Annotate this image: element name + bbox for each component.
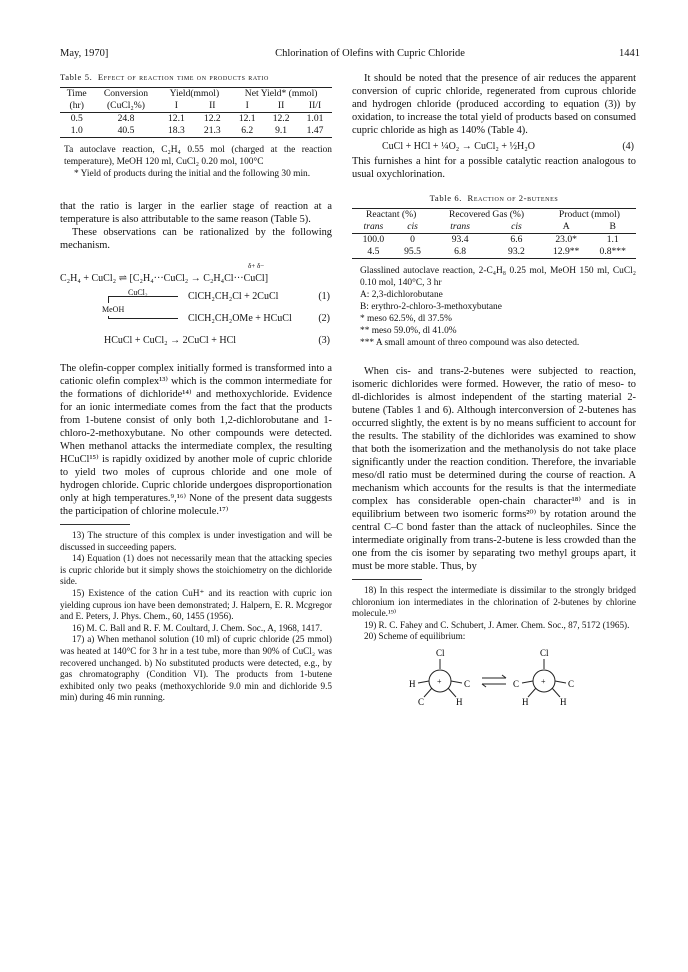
t5-head-time: Time bbox=[66, 88, 87, 99]
svg-text:C: C bbox=[464, 678, 471, 689]
paragraph: that the ratio is larger in the earlier stage of reaction at a temperature is also attributable to the same reason (Table 5). bbox=[60, 201, 332, 225]
t5-head-yield: Yield(mmol) bbox=[169, 88, 220, 99]
t5-head-net-yield: Net Yield* (mmol) bbox=[244, 88, 318, 99]
right-column bbox=[352, 72, 636, 713]
footnotes-left bbox=[60, 530, 332, 704]
svg-text:Cl: Cl bbox=[540, 647, 549, 658]
footnote: 14) Equation (1) does not necessarily mean that the attacking species is cupric chloride but it simply shows the stoichiometry on the dichloride side. bbox=[60, 553, 332, 587]
table6-caption: Table 6. Reaction of 2-butenes bbox=[429, 193, 559, 203]
svg-text:H: H bbox=[522, 696, 529, 707]
page-header bbox=[60, 47, 640, 61]
paragraph: This furnishes a hint for a possible catalytic reaction analogous to usual oxychlorination. bbox=[352, 156, 636, 180]
table5-note: Ta autoclave reaction, C₂H₄ 0.55 mol (charged at the reaction temperature), MeOH 120 ml, CuCl₂ 0.20 mol, 100°C bbox=[64, 145, 332, 167]
t6-head-reactant: Reactant (%) bbox=[365, 209, 417, 220]
equation-4: CuCl + HCl + ¼O₂ → CuCl₂ + ½H₂O (4) bbox=[382, 141, 634, 152]
svg-text:H: H bbox=[456, 696, 463, 707]
t6-head-product: Product (mmol) bbox=[558, 209, 620, 220]
left-column bbox=[60, 72, 332, 704]
table5: Time Conversion Yield(mmol) Net Yield* (mmol) (hr) (CuCl₂%) I II I II II/I 0.5 24.8 12.1 12.2 12.1 12.2 1.01 1.0 40.5 18.3 21.3 6.2 9.1 1.47 bbox=[60, 87, 332, 138]
equilibrium-scheme-diagram bbox=[352, 647, 636, 713]
footnote: 20) Scheme of equilibrium: bbox=[364, 631, 466, 642]
paragraph: It should be noted that the presence of air reduces the apparent conversion of cupric chloride, regenerated from cuprous chloride and hydrogen chloride (produced according to equation (3)) by oxidation, to increase the total yield of products based on consumed cupric chloride as high as 140% (Table 4). bbox=[352, 73, 636, 136]
t5-head-conversion: Conversion bbox=[103, 88, 149, 99]
svg-text:C: C bbox=[568, 678, 575, 689]
equilibrium-arrows bbox=[482, 675, 506, 687]
newman-projection-2 bbox=[513, 648, 574, 707]
table6: Reactant (%) Recovered Gas (%) Product (mmol) trans cis trans cis A B 100.0 0 93.4 6.6 23.0* 1.1 4.5 95.5 6.8 93.2 12.9** 0.8*** bbox=[352, 208, 636, 259]
table5-footnote: * Yield of products during the initial and the following 30 min. bbox=[74, 169, 311, 179]
table-row: 4.5 95.5 6.8 93.2 12.9** 0.8*** bbox=[352, 246, 636, 259]
footnote: 16) M. C. Ball and R. F. M. Coultard, J. Chem. Soc., A, 1968, 1417. bbox=[72, 622, 323, 633]
table-row: 0.5 24.8 12.1 12.2 12.1 12.2 1.01 bbox=[70, 113, 324, 124]
svg-text:+: + bbox=[437, 676, 442, 686]
svg-text:C: C bbox=[513, 678, 520, 689]
footnote: 15) Existence of the cation CuH⁺ and its reaction with cupric ion yielding cuprous ion have been demonstrated; J. Halpern, E. R. Mcgregor and E. Peters, J. Phys. Chem., 60, 1455 (1956). bbox=[60, 587, 332, 622]
footnote: 17) a) When methanol solution (10 ml) of cupric chloride (25 mmol) was heated at 140°C for 3 hr in a test tube, more than 90% of CuCl₂ was recovered unchanged. b) No substituted products were detected, e.g., by gas chromatography (Condition VI). The products from 1-butene exhibited only two peaks (methoxychloride 9.0 min and dichloride 9.5 min) during 46 min running. bbox=[60, 634, 332, 703]
equilibrium-equation: C₂H₄ + CuCl₂ ⇌ [C₂H₄···CuCl₂ → C₂H₄Cl···CuCl] bbox=[60, 273, 269, 284]
table6-notes: Glasslined autoclave reaction, 2-C₄H₈ 0.25 mol, MeOH 150 ml, CuCl₂ 0.10 mol, 140°C, 3 hr A: 2,3-dichlorobutane B: erythro-2-chloro-3-methoxybutane * meso 62.5%, dl 37.5% ** meso 59.0%, dl 41.0% *** A small amount of threo compound was also detected. bbox=[360, 266, 636, 348]
mechanism-scheme: δ+ δ− C₂H₄ + CuCl₂ ⇌ [C₂H₄···CuCl₂ → C₂H₄Cl···CuCl] CuCl₂ MeOH ClCH₂CH₂Cl + 2CuCl (1) ClCH₂CH₂OMe + HCuCl (2) HCuCl + CuCl₂ → 2CuCl + HCl (3) bbox=[60, 262, 330, 346]
paragraph: The olefin-copper complex initially formed is transformed into a cationic olefin complex¹³⁾ which is the common intermediate for the formations of dichloride¹⁴⁾ and methoxychloride. Evidence for an ionic intermediate comes from the fact that the products from 1-butene consist of only both 1,2-dichlorobutane and 1-chloro-2-methoxybutane. No other compounds were detected. When methanol attacks the intermediate complex, the resulting HCuCl¹⁵⁾ is rapidly oxidized by another mole of cupric chloride to yield two moles of cuprous chloride and one mole of hydrogen chloride. Cupric chloride undergoes disproportionation only at high temperatures.⁹,¹⁶⁾ None of the present data suggests the participation of chlorine molecule.¹⁷⁾ bbox=[60, 363, 332, 517]
footnotes-right bbox=[352, 585, 636, 643]
table-row: 100.0 0 93.4 6.6 23.0* 1.1 bbox=[362, 234, 619, 245]
svg-text:+: + bbox=[541, 676, 546, 686]
svg-text:H: H bbox=[409, 678, 416, 689]
footnote: 19) R. C. Fahey and C. Schubert, J. Amer. Chem. Soc., 87, 5172 (1965). bbox=[364, 619, 630, 630]
svg-text:Cl: Cl bbox=[436, 647, 445, 658]
svg-text:H: H bbox=[560, 696, 567, 707]
journal-date: May, 1970] bbox=[60, 48, 109, 59]
paragraph: These observations can be rationalized by the following mechanism. bbox=[60, 227, 332, 251]
running-title: Chlorination of Olefins with Cupric Chloride bbox=[275, 48, 465, 59]
t6-head-recovered: Recovered Gas (%) bbox=[449, 209, 525, 220]
table5-caption: Table 5. Effect of reaction time on products ratio bbox=[60, 72, 269, 82]
table-row: 1.0 40.5 18.3 21.3 6.2 9.1 1.47 bbox=[60, 125, 332, 138]
footnote: 18) In this respect the intermediate is dissimilar to the strongly bridged chloronium ion intermediates in the chlorination of 2-butenes by chlorine molecule.¹⁹⁾ bbox=[352, 585, 636, 619]
footnote: 13) The structure of this complex is under investigation and will be discussed in succeeding papers. bbox=[60, 530, 332, 552]
svg-text:C: C bbox=[418, 696, 425, 707]
newman-projection-1 bbox=[409, 648, 470, 707]
page-number: 1441 bbox=[619, 48, 640, 59]
paragraph: When cis- and trans-2-butenes were subjected to reaction, isomeric dichlorides were formed. However, the ratio of meso- to dl-dichlorides is almost independent of the starting material 2-butene (Tables 1 and 6). Although interconversion of 2-butenes has occurred slightly, the extent is by no means sufficient to account for the results. The stability of the dichlorides was examined to show that both the isomerization and the methanolysis do not take place significantly under the reaction condition. Therefore, the invariable meso/dl ratio must be determined during the course of reaction. A mechanism which accounts for the results is that the intermediate complex has considerable open-chain character¹⁸⁾ and is in equilibrium between two isomeric forms²⁰⁾ by rotation around the central C–C bond faster than the attack of nucleophiles. Since the intermediate originally from trans-2-butene is less crowded than the one from the cis isomer by separating two methyl groups apart, it must be more stable. Thus, by bbox=[352, 366, 636, 572]
